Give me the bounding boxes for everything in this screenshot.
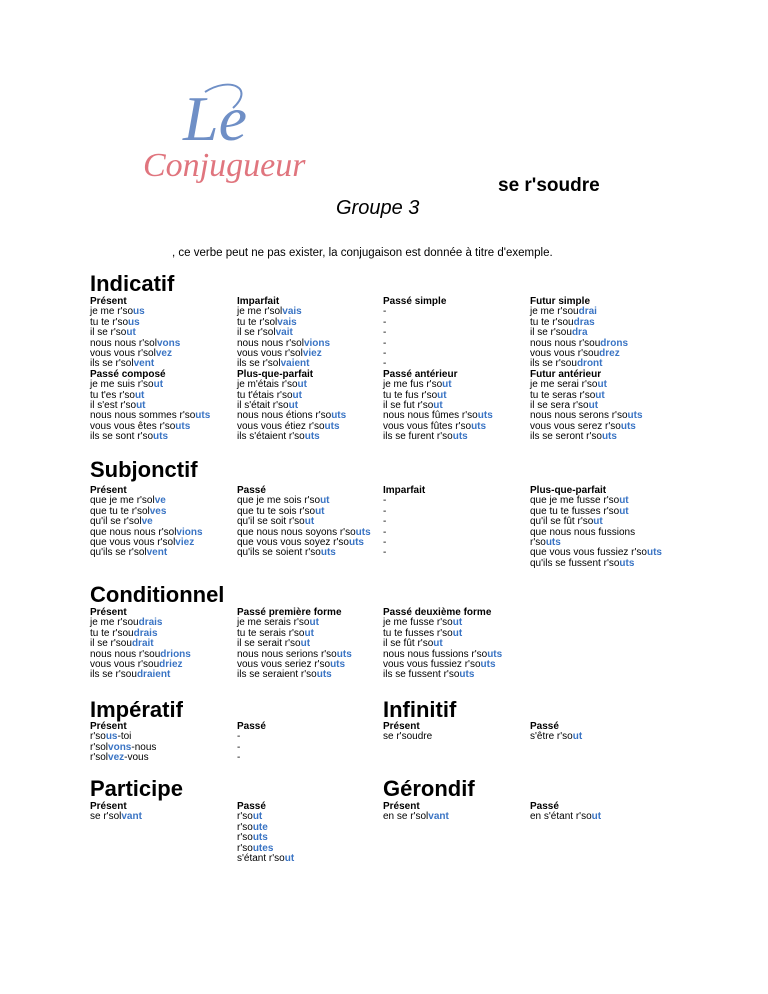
verb-stem: - — [383, 516, 387, 528]
verb-stem: il se r'so — [90, 327, 127, 339]
verb-stem: - — [383, 347, 387, 359]
verb-ending: uts — [545, 536, 561, 548]
verb-ending: drait — [131, 638, 154, 650]
verb-stem: tu t'étais r'so — [237, 389, 293, 401]
verb-stem: - — [383, 316, 387, 328]
verb-stem: je me r'so — [90, 306, 134, 318]
verb-ending: ut — [304, 516, 315, 528]
verb-ending: vions — [303, 337, 331, 349]
infinitif-col-2 — [530, 722, 582, 743]
verb-ending: vant — [121, 811, 142, 823]
verb-ending: drais — [133, 627, 158, 639]
verb-stem: r'so — [237, 821, 253, 833]
verb-ending: vais — [282, 306, 302, 318]
verb-stem: tu te serais r'so — [237, 627, 305, 639]
verb-ending: uts — [471, 420, 487, 432]
verb-ending: ut — [437, 389, 447, 401]
verb-stem: nous nous r'sol — [90, 337, 157, 349]
indicatif-col-1 — [90, 297, 210, 442]
verb-stem: nous nous r'sou — [530, 337, 601, 349]
verb-stem: nous nous serons r'so — [530, 410, 628, 422]
verb-stem: ils se r'sol — [237, 358, 281, 370]
conditionnel-col-1 — [90, 608, 191, 681]
verb-ending: uts — [348, 536, 364, 548]
verb-ending: uts — [316, 669, 332, 681]
tense-heading: Passé — [530, 721, 559, 732]
verb-stem: - — [383, 547, 387, 559]
tense-heading: Présent — [90, 607, 127, 618]
verb-ending: draient — [136, 669, 171, 681]
verb-ending: vez — [108, 752, 125, 764]
verb-ending: ut — [588, 399, 599, 411]
section-title-imperatif: Impératif — [90, 697, 183, 722]
verb-ending: ve — [154, 495, 166, 507]
verb-stem: je me r'sou — [90, 617, 139, 629]
tense-heading: Passé composé — [90, 368, 166, 380]
verb-ending: uts — [620, 420, 636, 432]
conjugation-line — [383, 538, 425, 548]
verb-stem: tu te r'sol — [237, 316, 278, 328]
verb-stem: nous nous fûmes r'so — [383, 410, 478, 422]
verb-stem: - — [237, 752, 241, 764]
verb-stem: - — [383, 306, 387, 318]
verb-stem: r'sol — [90, 752, 109, 764]
indicatif-col-2 — [237, 297, 346, 442]
verb-stem: qu'ils se r'sol — [90, 547, 147, 559]
verb-ending: ut — [300, 638, 311, 650]
verb-ending: ut — [153, 379, 164, 391]
section-title-gerondif: Gérondif — [383, 776, 475, 801]
conjugation-line — [383, 496, 425, 506]
verb-ending: uts — [331, 410, 347, 422]
verb-stem: nous nous serions r'so — [237, 648, 337, 660]
conjugation-line — [237, 743, 266, 753]
tense-heading: Passé — [237, 721, 266, 732]
conjugation-line — [237, 548, 371, 558]
tense-heading: Passé — [530, 801, 559, 812]
verb-stem: r'so — [237, 832, 253, 844]
verb-ending: uts — [619, 557, 635, 569]
verb-ending: ut — [297, 379, 307, 391]
verb-ending: uts — [627, 410, 643, 422]
verb-ending: uts — [195, 410, 211, 422]
verb-stem: vous vous serez r'so — [530, 420, 621, 432]
verb-ending: drai — [578, 306, 597, 318]
verb-stem: - — [237, 731, 241, 743]
verb-stem: il se r'sou — [90, 638, 132, 650]
verb-stem: que nous nous fussions — [530, 526, 636, 538]
verb-stem: - — [383, 327, 387, 339]
tense-heading: Présent — [90, 801, 127, 812]
verb-stem: que vous vous r'sol — [90, 536, 176, 548]
verb-stem: tu te seras r'so — [530, 389, 596, 401]
conjugation-line — [237, 854, 294, 864]
verb-ending: vait — [275, 327, 293, 339]
verb-ending: drons — [600, 337, 629, 349]
verb-stem: en s'étant r'so — [530, 811, 592, 823]
verb-stem: tu te r'sou — [90, 627, 134, 639]
verb-ending: drez — [599, 347, 620, 359]
verb-stem: - — [383, 358, 387, 370]
verb-stem: que tu te fusses r'so — [530, 505, 620, 517]
verb-title: se r'soudre — [498, 175, 600, 196]
verb-stem: r'so — [530, 536, 546, 548]
verb-stem: - — [383, 495, 387, 507]
tense-heading: Passé première forme — [237, 607, 342, 618]
verb-stem: que je me sois r'so — [237, 495, 321, 507]
verb-ending: uts — [452, 431, 468, 443]
verb-stem: vous vous êtes r'so — [90, 420, 176, 432]
infinitif-col-1 — [383, 722, 432, 743]
verb-stem: vous vous fûtes r'so — [383, 420, 472, 432]
conjugation-line — [90, 432, 210, 442]
verb-stem: il se fût r'so — [383, 638, 434, 650]
verb-stem: que tu te sois r'so — [237, 505, 316, 517]
verb-ending: ut — [593, 516, 603, 528]
verb-ending: dras — [573, 316, 595, 328]
verb-ending: uts — [330, 658, 346, 670]
participe-col-2 — [237, 802, 294, 864]
indicatif-col-3 — [383, 297, 493, 442]
verb-ending: uts — [304, 431, 320, 443]
verb-ending: ut — [304, 627, 314, 639]
verb-stem: ils se fussent r'so — [383, 669, 460, 681]
verb-stem: vous vous r'sol — [90, 347, 156, 359]
verb-ending: uts — [477, 410, 493, 422]
conjugation-line — [383, 732, 432, 742]
verb-ending: vons — [156, 337, 181, 349]
subjonctif-col-4 — [530, 486, 662, 569]
conjugation-line — [237, 753, 266, 763]
conjugation-line — [90, 548, 203, 558]
verb-ending: ut — [452, 617, 463, 629]
verb-stem: je me r'sou — [530, 306, 579, 318]
verb-stem: - — [383, 505, 387, 517]
tense-heading: Présent — [383, 801, 420, 812]
verb-ending: uts — [175, 420, 191, 432]
verb-ending: ut — [595, 389, 605, 401]
verb-ending: ut — [288, 399, 299, 411]
verb-stem: tu te r'so — [90, 316, 129, 328]
verb-stem: nous nous fussions r'so — [383, 648, 488, 660]
verb-stem: ils s'étaient r'so — [237, 431, 305, 443]
verb-ending: viez — [175, 536, 195, 548]
verb-stem: qu'ils se soient r'so — [237, 547, 321, 559]
verb-stem: ils se furent r'so — [383, 431, 453, 443]
logo-conjugueur-text: Conjugueur — [143, 147, 306, 184]
verb-stem: que tu te r'sol — [90, 505, 150, 517]
verb-stem: qu'il se r'sol — [90, 516, 142, 528]
verb-stem: nous nous sommes r'so — [90, 410, 196, 422]
verb-stem: ils se seront r'so — [530, 431, 602, 443]
verb-ending: ut — [134, 389, 145, 401]
verb-stem: que vous vous soyez r'so — [237, 536, 349, 548]
gerondif-col-1 — [383, 802, 449, 823]
conjugation-line — [530, 559, 662, 569]
verb-stem: tu te fusses r'so — [383, 627, 453, 639]
tense-heading: Futur simple — [530, 296, 591, 307]
verb-stem: -vous — [124, 752, 149, 764]
verb-stem: je me fus r'so — [383, 379, 443, 391]
verb-stem: - — [383, 337, 387, 349]
verb-ending: vaient — [280, 358, 310, 370]
verb-stem: que nous nous r'sol — [90, 526, 177, 538]
tense-heading: Futur antérieur — [530, 368, 602, 380]
verb-ending: vons — [108, 741, 132, 753]
conjugation-line — [237, 670, 352, 680]
verb-stem: ils se r'sol — [90, 358, 134, 370]
verb-stem: -nous — [131, 741, 157, 753]
verb-stem: qu'il se soit r'so — [237, 516, 305, 528]
verb-stem: vous vous fussiez r'so — [383, 658, 481, 670]
tense-heading: Présent — [383, 721, 420, 732]
verb-stem: je me r'sol — [237, 306, 283, 318]
conjugation-line — [90, 670, 191, 680]
verb-stem: vous vous seriez r'so — [237, 658, 331, 670]
verb-stem: -toi — [117, 731, 132, 743]
conjugation-line — [90, 812, 142, 822]
verb-stem: vous vous étiez r'so — [237, 420, 325, 432]
tense-heading: Imparfait — [383, 485, 426, 496]
verb-stem: s'être r'so — [530, 731, 573, 743]
verb-ending: uts — [601, 431, 617, 443]
verb-ending: drais — [138, 617, 163, 629]
verb-ending: ves — [149, 505, 167, 517]
verb-ending: ve — [141, 516, 153, 528]
verb-ending: ut — [619, 495, 629, 507]
verb-ending: ut — [320, 495, 330, 507]
verb-stem: ils se r'sou — [530, 358, 577, 370]
verb-stem: r'sol — [90, 741, 109, 753]
verb-ending: ut — [452, 627, 463, 639]
section-title-infinitif: Infinitif — [383, 697, 457, 722]
conjugation-line — [383, 528, 425, 538]
verb-stem: vous vous r'sou — [90, 658, 160, 670]
verb-ending: ut — [572, 731, 583, 743]
verb-stem: s'étant r'so — [237, 852, 285, 864]
logo-le-text: Le — [183, 83, 247, 154]
conjugation-line — [383, 507, 425, 517]
tense-heading: Passé simple — [383, 296, 447, 307]
verb-ending: dra — [571, 327, 588, 339]
conjugation-line — [530, 732, 582, 742]
verb-ending: vent — [133, 358, 155, 370]
verb-stem: - — [383, 536, 387, 548]
conjugation-line — [237, 432, 346, 442]
verb-ending: uts — [252, 832, 268, 844]
verb-stem: ils se sont r'so — [90, 431, 154, 443]
verb-ending: ut — [597, 379, 607, 391]
tense-heading: Présent — [90, 296, 127, 307]
tense-heading: Plus-que-parfait — [237, 368, 314, 380]
verb-stem: se r'sol — [90, 811, 122, 823]
verb-stem: il se fut r'so — [383, 399, 434, 411]
verb-stem: - — [237, 741, 241, 753]
conjugation-line — [383, 812, 449, 822]
verb-ending: uts — [355, 526, 371, 538]
conjugation-line — [530, 812, 601, 822]
subjonctif-col-3 — [383, 486, 425, 559]
conjugation-line — [383, 548, 425, 558]
verb-stem: vous vous r'sol — [237, 347, 303, 359]
verb-ending: vez — [155, 347, 172, 359]
conjugation-line — [383, 670, 502, 680]
imperatif-col-1 — [90, 722, 156, 764]
verb-ending: ut — [433, 399, 443, 411]
conditionnel-col-3 — [383, 608, 502, 681]
verb-ending: uts — [320, 547, 336, 559]
conjugation-line — [383, 339, 493, 349]
verb-ending: vions — [176, 526, 203, 538]
disclaimer-note: , ce verbe peut ne pas exister, la conjugaison est donnée à titre d'exemple. — [172, 247, 553, 259]
verb-ending: ut — [591, 811, 602, 823]
tense-heading: Présent — [90, 721, 127, 732]
verb-ending: ut — [309, 617, 319, 629]
verb-stem: il se sera r'so — [530, 399, 589, 411]
verb-ending: dront — [576, 358, 603, 370]
verb-ending: us — [133, 306, 145, 318]
verb-stem: vous vous r'sou — [530, 347, 600, 359]
verb-ending: ut — [292, 389, 302, 401]
verb-ending: ut — [433, 638, 443, 650]
verb-ending: driez — [159, 658, 183, 670]
conjugation-line — [383, 517, 425, 527]
conjugation-line — [530, 432, 643, 442]
verb-ending: viez — [302, 347, 322, 359]
conditionnel-col-2 — [237, 608, 352, 681]
section-title-participe: Participe — [90, 776, 183, 801]
verb-stem: tu te fus r'so — [383, 389, 438, 401]
verb-ending: us — [105, 731, 118, 743]
verb-stem: r'so — [90, 731, 106, 743]
verb-stem: il se serait r'so — [237, 638, 301, 650]
verb-ending: uts — [487, 648, 503, 660]
verb-stem: nous nous r'sou — [90, 648, 161, 660]
section-title-subjonctif: Subjonctif — [90, 457, 198, 482]
verb-stem: que je me fusse r'so — [530, 495, 620, 507]
verb-stem: qu'il se fût r'so — [530, 516, 594, 528]
verb-stem: que vous vous fussiez r'so — [530, 547, 647, 559]
gerondif-col-2 — [530, 802, 601, 823]
verb-ending: ute — [252, 821, 268, 833]
verb-ending: uts — [324, 420, 340, 432]
verb-stem: tu t'es r'so — [90, 389, 135, 401]
verb-ending: ut — [126, 327, 136, 339]
tense-heading: Passé antérieur — [383, 368, 458, 380]
verb-ending: vent — [146, 547, 168, 559]
verb-ending: uts — [336, 648, 352, 660]
verb-ending: ut — [442, 379, 452, 391]
verb-stem: - — [383, 526, 387, 538]
verb-stem: il se r'sol — [237, 327, 276, 339]
verb-stem: que nous nous soyons r'so — [237, 526, 356, 538]
tense-heading: Passé deuxième forme — [383, 607, 492, 618]
section-title-conditionnel: Conditionnel — [90, 582, 225, 607]
verb-stem: en se r'sol — [383, 811, 429, 823]
conjugation-line — [383, 349, 493, 359]
verb-stem: il s'était r'so — [237, 399, 289, 411]
verb-stem: je me fusse r'so — [383, 617, 453, 629]
verb-stem: je me suis r'so — [90, 379, 154, 391]
conjugation-line — [90, 753, 156, 763]
verb-group: Groupe 3 — [336, 197, 420, 219]
verb-stem: qu'ils se fussent r'so — [530, 557, 620, 569]
tense-heading: Passé — [237, 801, 266, 812]
verb-ending: uts — [459, 669, 475, 681]
verb-ending: drions — [160, 648, 191, 660]
conjugation-line — [383, 328, 493, 338]
verb-stem: que je me r'sol — [90, 495, 155, 507]
conjugation-line — [237, 732, 266, 742]
tense-heading: Présent — [90, 485, 127, 496]
verb-stem: je me serais r'so — [237, 617, 310, 629]
imperatif-col-2 — [237, 722, 266, 764]
verb-stem: r'so — [237, 811, 253, 823]
verb-stem: je m'étais r'so — [237, 379, 298, 391]
verb-ending: vais — [277, 316, 297, 328]
verb-stem: se r'soudre — [383, 731, 433, 743]
verb-ending: us — [128, 316, 140, 328]
subjonctif-col-2 — [237, 486, 371, 559]
subjonctif-col-1 — [90, 486, 203, 559]
tense-heading: Passé — [237, 485, 266, 496]
verb-ending: ut — [252, 811, 263, 823]
indicatif-col-4 — [530, 297, 643, 442]
verb-stem: il s'est r'so — [90, 399, 137, 411]
verb-stem: nous nous étions r'so — [237, 410, 332, 422]
conjugation-line — [383, 318, 493, 328]
conjugation-line — [383, 307, 493, 317]
verb-ending: ut — [619, 505, 629, 517]
tense-heading: Imparfait — [237, 296, 280, 307]
verb-stem: il se r'sou — [530, 327, 572, 339]
section-title-indicatif: Indicatif — [90, 271, 175, 296]
verb-stem: nous nous r'sol — [237, 337, 304, 349]
verb-ending: utes — [252, 842, 274, 854]
verb-ending: uts — [153, 431, 169, 443]
tense-heading: Plus-que-parfait — [530, 485, 607, 496]
verb-stem: ils se r'sou — [90, 669, 137, 681]
verb-ending: ut — [315, 505, 325, 517]
verb-stem: je me serai r'so — [530, 379, 598, 391]
verb-stem: ils se seraient r'so — [237, 669, 317, 681]
verb-stem: r'so — [237, 842, 253, 854]
le-conjugueur-logo — [135, 78, 340, 188]
verb-ending: vant — [428, 811, 449, 823]
participe-col-1 — [90, 802, 142, 823]
verb-stem: tu te r'sou — [530, 316, 574, 328]
verb-ending: uts — [646, 547, 662, 559]
conjugation-line — [383, 432, 493, 442]
logo-graphic — [135, 78, 340, 188]
verb-ending: uts — [480, 658, 496, 670]
verb-ending: ut — [284, 852, 295, 864]
verb-ending: ut — [136, 399, 146, 411]
